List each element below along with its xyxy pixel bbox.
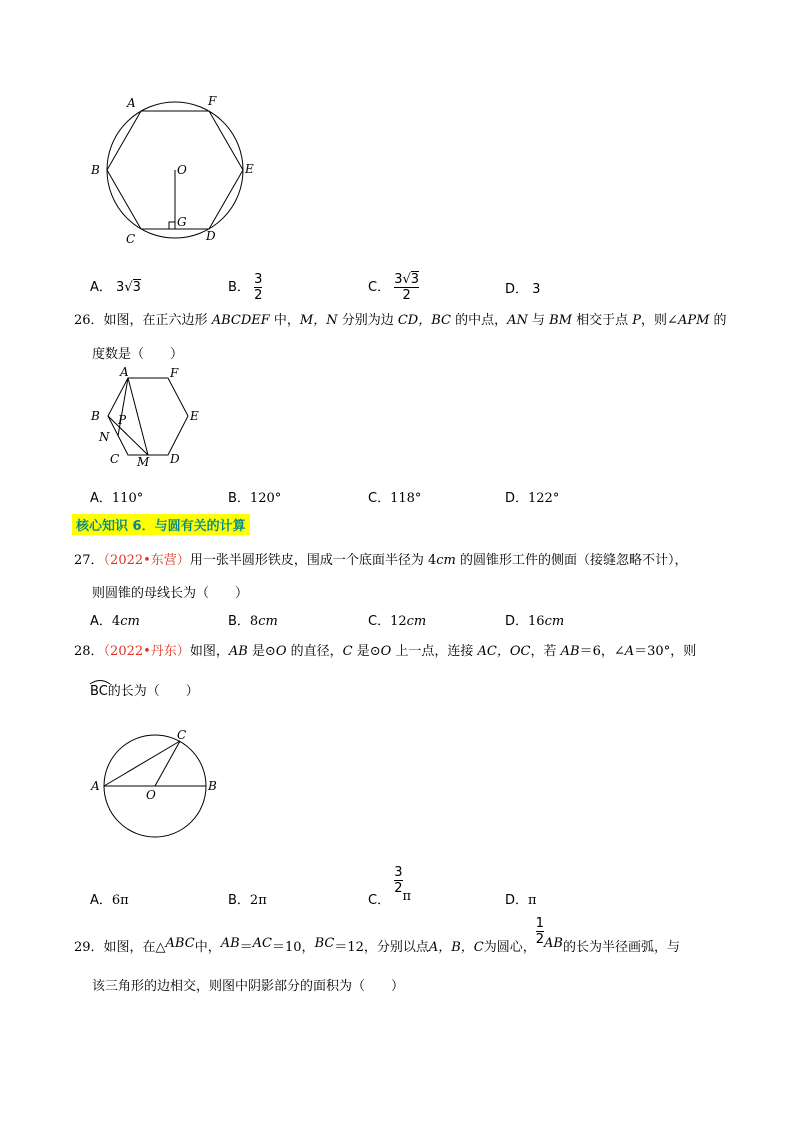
q28-option-d [505, 889, 537, 908]
q25-option-c [368, 256, 419, 303]
q29-abc2: A，B，C [428, 940, 484, 955]
q27-line1 [74, 549, 687, 568]
q25-label-o: O [177, 163, 187, 177]
q26-label-e: E [190, 409, 199, 423]
q26-figure [88, 362, 208, 472]
q29-frac-num: 1 [535, 916, 545, 931]
q27-option-c-unit: cm [406, 614, 427, 629]
q28-o2: O [380, 644, 392, 659]
q28-option-c [368, 865, 411, 908]
q29-ab: AB [220, 936, 240, 951]
q27-option-d-letter: D． [505, 614, 529, 629]
q27-option-c [368, 610, 426, 629]
section-heading: 核心知识 6．与圆有关的计算 [72, 514, 250, 535]
q29-fraction [536, 916, 544, 947]
q25-option-c-num: 3√3 [394, 272, 420, 287]
q27-option-b-unit: cm [258, 614, 278, 629]
q28-option-c-fraction [394, 865, 402, 896]
q28-option-d-text: π [528, 893, 537, 908]
q27-option-d [505, 610, 564, 629]
q27-option-c-letter: C． [368, 614, 391, 629]
q28-text: 是⊙ [352, 644, 381, 659]
q26-text: 如图，在正六边形 [103, 313, 212, 328]
q26-text: 的中点， [450, 313, 508, 328]
q25-option-a [90, 276, 141, 295]
q28-radius-oc [155, 741, 180, 786]
q26-line1 [74, 309, 727, 328]
q26-option-d [505, 487, 559, 506]
q29-text: ＝10， [272, 940, 315, 955]
q26-option-c-value: 118° [390, 491, 422, 506]
q27-text: 用一张半圆形铁皮，围成一个底面半径为 4 [189, 553, 437, 568]
q28-o1: O [275, 644, 287, 659]
q28-text: ，若 [530, 644, 561, 659]
q27-line2: 则圆锥的母线长为（ ） [92, 586, 249, 601]
q26-mn: M，N [299, 313, 338, 328]
q25-option-b-num: 3 [254, 272, 263, 287]
q25-option-d [505, 278, 540, 297]
q28-text: 的直径， [286, 644, 343, 659]
q25-label-a: A [127, 96, 136, 110]
q28-acoc: AC，OC [477, 644, 531, 659]
q26-option-d-value: 122° [528, 491, 560, 506]
q25-option-b [228, 258, 262, 303]
q26-label-m: M [137, 455, 150, 469]
q26-segment-bm [108, 416, 148, 455]
q26-label-f: F [170, 366, 179, 380]
q28-option-b-text: 2π [249, 893, 267, 908]
q29-text: 中， [194, 940, 221, 955]
q27-option-d-unit: cm [544, 614, 565, 629]
q25-label-b: B [91, 163, 100, 177]
q25-figure [85, 90, 265, 250]
q29-text: 如图，在△ [103, 940, 166, 955]
q25-option-a-radicand: 3 [132, 280, 141, 295]
q25-option-c-num-rad: 3 [410, 272, 420, 287]
q26-label-a: A [120, 365, 129, 379]
q29-text: 的长为半径画弧，与 [563, 940, 681, 955]
q26-option-b-value: 120° [249, 491, 282, 506]
q28-text: ＝6，∠ [579, 644, 625, 659]
q28-label-a: A [91, 779, 100, 793]
q28-option-c-den: 2 [394, 881, 403, 896]
q28-label-o: O [146, 788, 156, 802]
q27-text-end: 的圆锥形工件的侧面（接缝忽略不计）， [455, 553, 688, 568]
q25-option-c-num-coef: 3 [394, 272, 403, 287]
q26-option-a-letter: A． [90, 491, 112, 506]
q26-label-d: D [170, 452, 180, 466]
q29-text: ＝12，分别以点 [334, 940, 429, 955]
q26-text: 中， [269, 313, 300, 328]
q29-ac: AC [252, 936, 273, 951]
q27-source: （2022•东营） [103, 553, 190, 568]
q28-option-a [90, 889, 129, 908]
q26-label-n: N [99, 430, 110, 444]
q28-option-c-letter: C． [368, 893, 391, 908]
q25-option-b-den: 2 [254, 288, 263, 303]
q26-option-c [368, 487, 421, 506]
q27-option-c-num: 12 [390, 614, 407, 629]
q29-bc: BC [314, 936, 335, 951]
q26-option-c-letter: C． [368, 491, 391, 506]
q28-text: ＝30°，则 [634, 644, 697, 659]
q29-line2: 该三角形的边相交，则图中阴影部分的面积为（ ） [92, 979, 405, 994]
q26-text: ，则∠ [641, 313, 678, 328]
q26-text: 与 [527, 313, 550, 328]
q26-number: 26． [74, 313, 104, 328]
q26-bm: BM [549, 313, 573, 328]
q28-line1 [74, 640, 696, 659]
q28-line2-text: 的长为（ ） [107, 684, 199, 699]
q27-option-a [90, 610, 140, 629]
q28-label-c: C [177, 728, 187, 742]
q27-option-b [228, 610, 278, 629]
q25-option-b-fraction [254, 272, 262, 303]
q25-label-c: C [126, 232, 136, 246]
q26-text: 相交于点 [572, 313, 633, 328]
q28-text: 上一点，连接 [391, 644, 478, 659]
q25-option-c-letter: C． [368, 280, 391, 295]
q28-text: 是⊙ [247, 644, 276, 659]
q26-option-d-letter: D． [505, 491, 529, 506]
q26-p: P [632, 313, 642, 328]
q25-option-a-letter: A． [90, 280, 112, 295]
q27-option-a-num: 4 [111, 614, 121, 629]
q26-an: AN [507, 313, 528, 328]
q28-option-c-num: 3 [394, 865, 403, 880]
q28-label-b: B [208, 779, 217, 793]
q28-option-b [228, 889, 267, 908]
q25-label-f: F [208, 94, 217, 108]
q27-option-d-num: 16 [528, 614, 545, 629]
q26-option-a [90, 487, 143, 506]
q28-arc-text: BC [90, 684, 108, 699]
q26-option-b [228, 487, 281, 506]
q29-text: 为圆心， [483, 940, 536, 955]
q29-frac-den: 2 [535, 932, 545, 947]
q26-hex-name: ABCDEF [211, 313, 270, 328]
q26-cdbc: CD，BC [397, 313, 451, 328]
q25-label-e: E [245, 162, 254, 176]
q28-ab: AB [228, 644, 248, 659]
q26-label-c: C [110, 452, 120, 466]
q28-arc-bc [90, 684, 108, 699]
q28-option-c-pi: π [402, 889, 412, 904]
q26-text: 分别为边 [337, 313, 398, 328]
q29-ab2: AB [544, 936, 563, 951]
q28-c: C [342, 644, 353, 659]
q28-option-b-letter: B． [228, 893, 250, 908]
q26-option-a-value: 110° [111, 491, 144, 506]
q29-abc: ABC [165, 936, 195, 951]
q26-line2: 度数是（ ） [92, 347, 184, 362]
q28-source: （2022•丹东） [103, 644, 190, 659]
q28-option-d-letter: D． [505, 893, 529, 908]
q25-option-a-radical: √3 [124, 280, 141, 295]
q26-label-p: P [118, 413, 127, 427]
q29-number: 29． [74, 940, 104, 955]
q25-option-b-letter: B． [228, 280, 250, 295]
q27-unit: cm [436, 553, 456, 568]
q28-a: A [624, 644, 635, 659]
q25-option-d-letter: D． [505, 282, 529, 297]
q25-option-c-den: 2 [402, 288, 411, 303]
q28-ab2: AB [560, 644, 580, 659]
q28-arc-mark [89, 679, 111, 685]
q25-label-g: G [177, 215, 187, 229]
q25-option-a-coef: 3 [116, 280, 125, 295]
q26-text: 的 [709, 313, 727, 328]
q28-number: 28． [74, 644, 104, 659]
q27-option-b-letter: B． [228, 614, 250, 629]
q26-option-b-letter: B． [228, 491, 250, 506]
q29-text: ＝ [239, 940, 253, 955]
q26-segment-am [128, 378, 148, 455]
q27-number: 27． [74, 553, 104, 568]
q25-option-d-text: 3 [532, 282, 541, 297]
q28-option-a-letter: A． [90, 893, 112, 908]
q26-apm: APM [677, 313, 710, 328]
q28-option-a-text: 6π [111, 893, 129, 908]
q28-text: 如图， [189, 644, 229, 659]
q27-option-a-letter: A． [90, 614, 112, 629]
q28-figure [88, 722, 228, 854]
q28-chord-ac [104, 741, 180, 786]
q27-option-b-num: 8 [249, 614, 259, 629]
q25-label-d: D [206, 229, 216, 243]
q28-line2 [90, 680, 199, 699]
q27-option-a-unit: cm [120, 614, 140, 629]
q25-option-c-fraction [394, 272, 419, 303]
q29-line1 [74, 916, 680, 955]
q25-right-angle-mark [169, 222, 175, 229]
q26-label-b: B [91, 409, 100, 423]
